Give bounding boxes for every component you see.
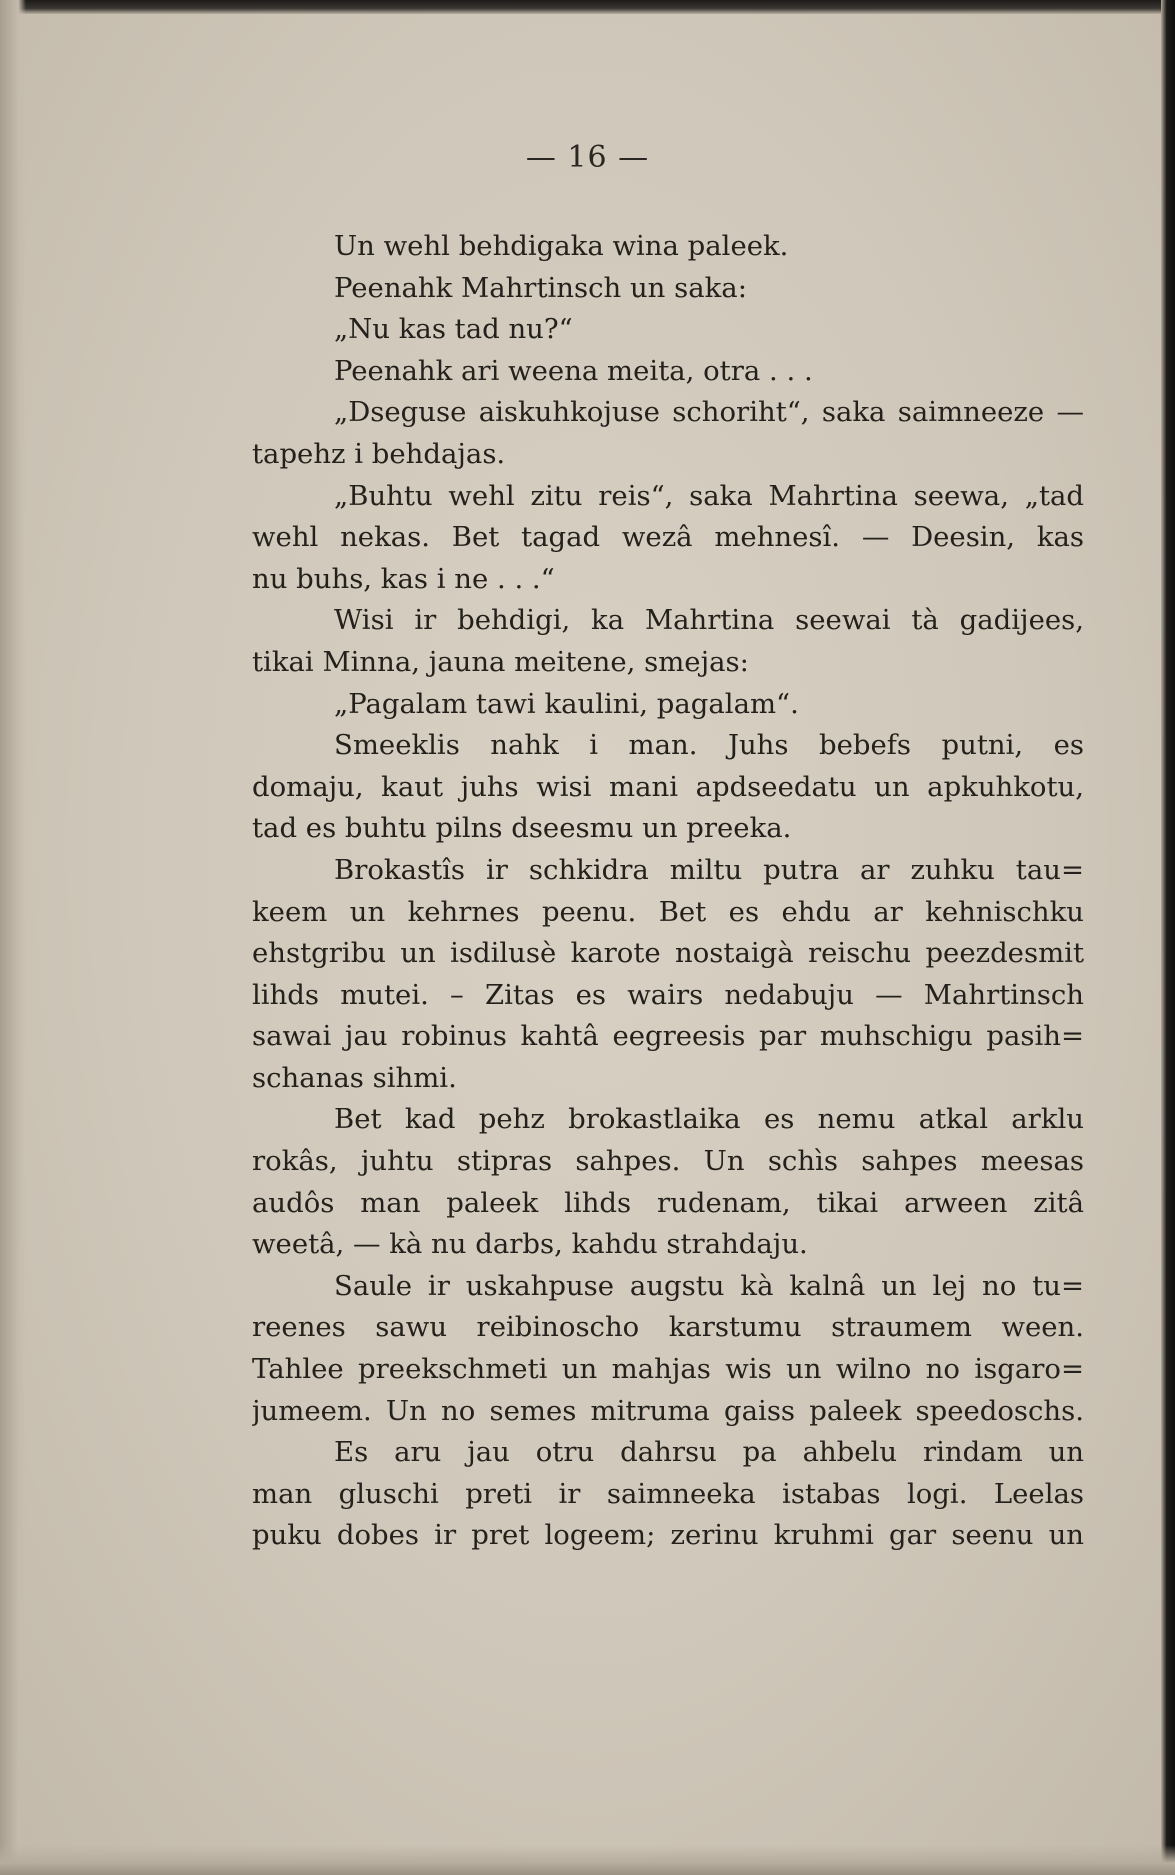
text-line: tikai Minna, jauna meitene, smejas: [252,645,749,678]
text-line: audôs man paleek lihds rudenam, tikai arween zitâ [252,1186,1084,1219]
text-line: domaju, kaut juhs wisi mani apdseedatu un apkuhkotu, [252,770,1084,803]
text-line: Peenahk Mahrtinsch un saka: [334,271,747,304]
text-line: sawai jau robinus kahtâ eegreesis par muhschigu pasih= [252,1020,1084,1053]
page-number: — 16 — [525,140,650,175]
page-bottom-edge [0,1845,1175,1875]
page-top-shadow [0,0,1175,14]
text-line: puku dobes ir pret logeem; zerinu kruhmi gar seenu un [252,1519,1084,1552]
text-line: Saule ir uskahpuse augstu kà kalnâ un lej no tu= [334,1269,1084,1302]
page-left-edge [0,0,26,1875]
text-line: rokâs, juhtu stipras sahpes. Un schìs sahpes meesas [252,1145,1084,1178]
text-line: Brokastîs ir schkidra miltu putra ar zuhku tau= [334,853,1084,886]
body-text [252,226,1084,1557]
text-line: Bet kad pehz brokastlaika es nemu atkal arklu [334,1103,1084,1136]
text-line: tad es buhtu pilns dseesmu un preeka. [252,812,792,845]
text-line: weetâ, — kà nu darbs, kahdu strahdaju. [252,1228,808,1261]
text-line: lihds mutei. – Zitas es wairs nedabuju — Mahrtinsch [252,978,1084,1011]
text-line: Peenahk ari weena meita, otra . . . [334,354,813,387]
text-line: tapehz i behdajas. [252,437,506,470]
text-line: schanas sihmi. [252,1061,457,1094]
text-line: keem un kehrnes peenu. Bet es ehdu ar kehnischku [252,895,1084,928]
text-line: Smeeklis nahk i man. Juhs bebefs putni, es [334,729,1084,762]
text-line: Es aru jau otru dahrsu pa ahbelu rindam un [334,1436,1084,1469]
text-line: „Nu kas tad nu?“ [334,313,573,346]
text-line: „Pagalam tawi kaulini, pagalam“. [334,687,799,720]
text-line: man gluschi preti ir saimneeka istabas logi. Leelas [252,1477,1084,1510]
text-line: „Buhtu wehl zitu reis“, saka Mahrtina seewa, „tad [334,479,1084,512]
text-line: nu buhs, kas i ne . . .“ [252,562,555,595]
page-right-binding-shadow [1161,0,1175,1875]
text-line: wehl nekas. Bet tagad wezâ mehnesî. — Deesin, kas [252,521,1084,554]
text-line: Tahlee preekschmeti un mahjas wis un wilno no isgaro= [252,1353,1084,1386]
text-line: Un wehl behdigaka wina paleek. [334,230,789,262]
text-line: „Dseguse aiskuhkojuse schoriht“, saka saimneeze — [334,396,1084,429]
text-line: reenes sawu reibinoscho karstumu straumem ween. [252,1311,1084,1344]
text-line: Wisi ir behdigi, ka Mahrtina seewai tà gadijees, [334,604,1084,637]
text-line: ehstgribu un isdilusè karote nostaigà reischu peezdesmit [252,937,1084,970]
text-line: jumeem. Un no semes mitruma gaiss paleek speedoschs. [252,1394,1084,1427]
